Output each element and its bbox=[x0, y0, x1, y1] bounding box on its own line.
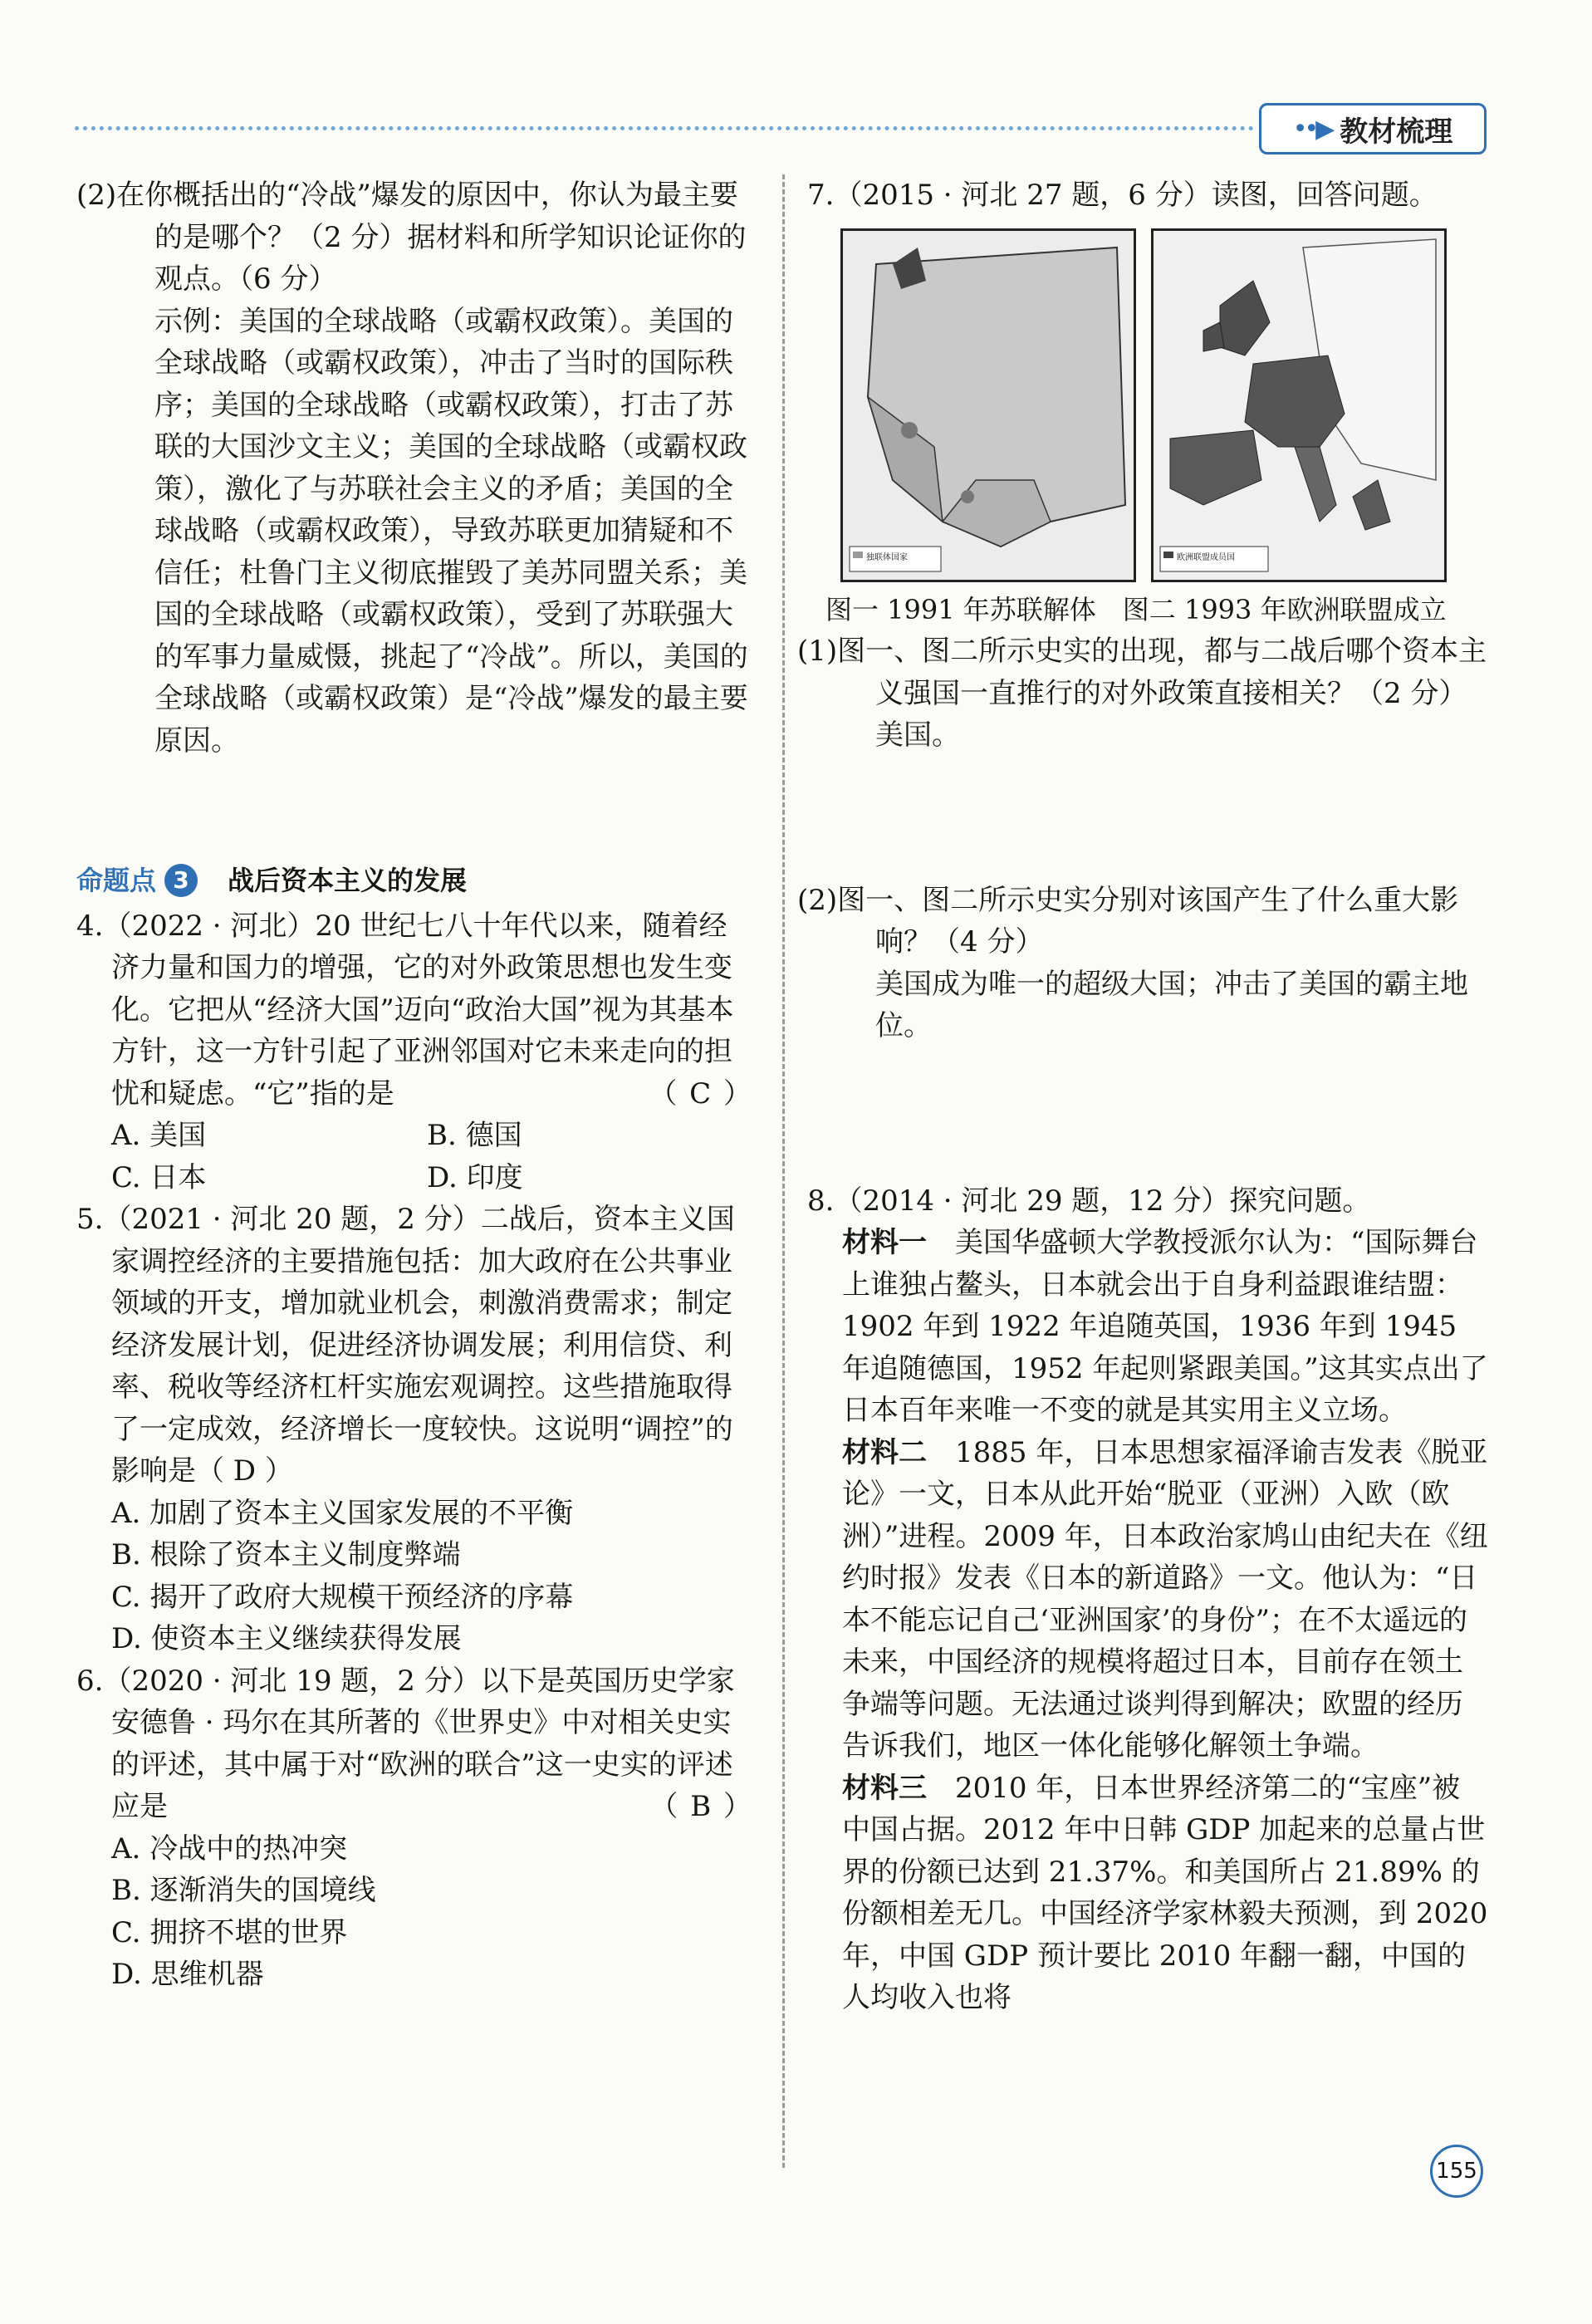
map-1-graphic bbox=[843, 231, 1134, 580]
question-4-block bbox=[76, 905, 753, 1199]
option: D. 印度 bbox=[427, 1160, 523, 1194]
map-figures bbox=[840, 228, 1488, 582]
option: D. 使资本主义继续获得发展 bbox=[111, 1622, 462, 1655]
material-3: 材料三 2010 年，日本世界经济第二的“宝座”被中国占据。2012 年中日韩 GDP 加起来的总量占世界的份额已达到 21.37%。和美国所占 21.89% 的份额相差无几。中国经济学家林毅夫预测，到 2020 年，中国 GDP 预计要比 2010 年翻一翻，中国的人均收入也将 bbox=[842, 1771, 1488, 2014]
map-1-legend: 独联体国家 bbox=[866, 552, 908, 562]
map-ussr-dissolution bbox=[840, 228, 1136, 582]
header-dotted-rule bbox=[75, 126, 1254, 130]
question-5-text: 5.（2021 · 河北 20 题，2 分）二战后，资本主义国家调控经济的主要措施包括：加大政府在公共事业领域的开支，增加就业机会，刺激消费需求；制定经济发展计划，促进经济协调发展；利用信贷、利率、税收等经济杠杆实施宏观调控。这些措施取得了一定成效，经济增长一度较快。这说明“调控”的影响是（ D ） bbox=[76, 1203, 735, 1488]
question-5-answer: （ D ） bbox=[196, 1454, 293, 1488]
section-title: 战后资本主义的发展 bbox=[228, 865, 468, 896]
option: A. 美国 bbox=[111, 1119, 207, 1152]
option: C. 拥挤不堪的世界 bbox=[111, 1915, 348, 1949]
question-7-sub-2-text: (2)图一、图二所示史实分别对该国产生了什么重大影响？（4 分） bbox=[797, 883, 1459, 959]
option: B. 逐渐消失的国境线 bbox=[111, 1874, 376, 1907]
question-7-text: 7.（2015 · 河北 27 题，6 分）读图，回答问题。 bbox=[807, 179, 1438, 212]
question-4-text: 4.（2022 · 河北）20 世纪七八十年代以来，随着经济力量和国力的增强，它的对外政策思想也发生变化。它把从“经济大国”迈向“政治大国”视为其基本方针，这一方针引起了亚洲邻国对它未来走向的担忧和疑虑。“它”指的是 （ C ） bbox=[76, 905, 753, 1115]
option: B. 根除了资本主义制度弊端 bbox=[111, 1538, 461, 1571]
question-7-sub-2-answer: 美国成为唯一的超级大国；冲击了美国的霸主地位。 bbox=[875, 967, 1468, 1042]
section-number-badge: 3 bbox=[164, 864, 198, 897]
question-6-answer: （ B ） bbox=[649, 1790, 753, 1823]
column-divider bbox=[782, 174, 785, 2168]
question-7-sub-1-text: (1)图一、图二所示史实的出现，都与二战后哪个资本主义强国一直推行的对外政策直接相关？（2 分） bbox=[797, 635, 1487, 710]
question-8-block bbox=[807, 1180, 1488, 2019]
section-header-tab bbox=[1259, 103, 1487, 154]
material-2-label: 材料二 bbox=[842, 1435, 927, 1469]
question-6-text: 6.（2020 · 河北 19 题，2 分）以下是英国历史学家安德鲁 · 玛尔在其所著的《世界史》中对相关史实的评述，其中属于对“欧洲的联合”这一史实的评述应是 （ B ） bbox=[76, 1660, 753, 1828]
question-7-sub-2 bbox=[797, 880, 1488, 1047]
left-column bbox=[76, 174, 753, 1996]
header-title: 教材梳理 bbox=[1340, 115, 1453, 149]
material-3-label: 材料三 bbox=[842, 1771, 927, 1805]
map-2-legend: 欧洲联盟成员国 bbox=[1177, 552, 1235, 562]
option: A. 冷战中的热冲突 bbox=[111, 1831, 348, 1866]
option: A. 加剧了资本主义国家发展的不平衡 bbox=[111, 1496, 574, 1530]
question-5-block bbox=[76, 1199, 753, 1660]
section-heading bbox=[76, 860, 753, 902]
option: C. 日本 bbox=[111, 1160, 207, 1194]
question-7-sub-1-answer: 美国。 bbox=[875, 718, 960, 752]
section-label: 命题点 bbox=[76, 865, 157, 896]
map-eu-founding bbox=[1151, 228, 1447, 582]
right-column bbox=[797, 174, 1488, 2019]
material-1: 材料一 美国华盛顿大学教授派尔认为：“国际舞台上谁独占鳌头，日本就会出于自身利益跟谁结盟：1902 年到 1922 年追随英国，1936 年到 1945 年追随德国，1952 年起则紧跟美国。”这其实点出了日本百年来唯一不变的就是其实用主义立场。 bbox=[842, 1226, 1488, 1427]
double-arrow-icon: ••▶ bbox=[1292, 114, 1332, 144]
question-2-text: (2)在你概括出的“冷战”爆发的原因中，你认为最主要的是哪个？（2 分）据材料和所学知识论证你的观点。（6 分） bbox=[76, 179, 747, 296]
material-1-label: 材料一 bbox=[842, 1226, 927, 1259]
option: C. 揭开了政府大规模干预经济的序幕 bbox=[111, 1580, 574, 1614]
page-number: 155 bbox=[1430, 2145, 1483, 2198]
question-4-options bbox=[76, 1115, 753, 1199]
question-6-block bbox=[76, 1660, 753, 1996]
material-2: 材料二 1885 年，日本思想家福泽谕吉发表《脱亚论》一文，日本从此开始“脱亚（亚洲）入欧（欧洲）”进程。2009 年，日本政治家鸠山由纪夫在《纽约时报》发表《日本的新道路》一文。他认为：“日本不能忘记自己‘亚洲国家’的身份”；在不太遥远的未来，中国经济的规模将超过日本，目前存在领土争端等问题。无法通过谈判得到解决；欧盟的经历告诉我们，地区一体化能够化解领土争端。 bbox=[842, 1435, 1488, 1763]
question-2-block bbox=[76, 174, 753, 762]
question-4-answer: （ C ） bbox=[649, 1076, 753, 1111]
option: D. 思维机器 bbox=[111, 1958, 264, 1991]
map-2-graphic bbox=[1154, 231, 1444, 580]
question-2-answer: 示例：美国的全球战略（或霸权政策）。美国的全球战略（或霸权政策），冲击了当时的国际秩序；美国的全球战略（或霸权政策），打击了苏联的大国沙文主义；美国的全球战略（或霸权政策），激化了与苏联社会主义的矛盾；美国的全球战略（或霸权政策），导致苏联更加猜疑和不信任；杜鲁门主义彻底摧毁了美苏同盟关系；美国的全球战略（或霸权政策），受到了苏联强大的军事力量威慑，挑起了“冷战”。所以，美国的全球战略（或霸权政策）是“冷战”爆发的最主要原因。 bbox=[154, 304, 748, 758]
question-7-sub-1 bbox=[797, 630, 1488, 757]
figure-caption: 图一 1991 年苏联解体 图二 1993 年欧洲联盟成立 bbox=[825, 593, 1447, 625]
question-8-text: 8.（2014 · 河北 29 题，12 分）探究问题。 bbox=[807, 1184, 1371, 1218]
option: B. 德国 bbox=[427, 1119, 522, 1152]
question-7-block bbox=[797, 174, 1488, 1047]
